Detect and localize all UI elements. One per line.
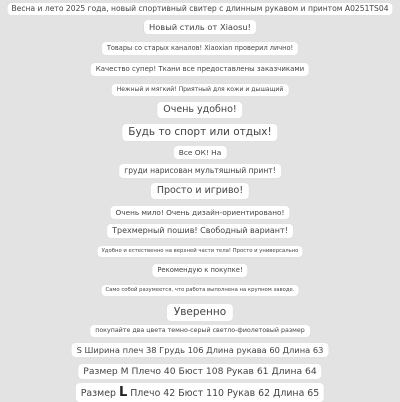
text-line: Качество супер! Ткани все предоставлены заказчиками xyxy=(91,63,309,76)
text-line: Трехмерный пошив! Свободный вариант! xyxy=(107,224,293,238)
size-m-line: Размер M Плечо 40 Бюст 108 Рукав 61 Длина 64 xyxy=(78,364,321,379)
text-line: груди нарисован мультяшный принт! xyxy=(119,164,281,178)
size-l-details: Плечо 42 Бюст 110 Рукав 62 Длина 65 xyxy=(130,388,320,399)
text-line: Очень удобно! xyxy=(157,102,242,118)
text-line: Очень мило! Очень дизайн-ориентировано! xyxy=(111,206,290,219)
size-l-prefix: Размер xyxy=(80,388,116,399)
text-line: Удобно и естественно на верхней части тела! Просто и универсально xyxy=(98,246,303,257)
size-l-line xyxy=(76,383,324,402)
text-line: Просто и игриво! xyxy=(151,183,249,199)
text-line: Будь то спорт или отдых! xyxy=(122,124,277,141)
size-l-letter: L xyxy=(118,385,128,400)
text-line: Все ОК! На xyxy=(174,146,227,159)
text-line: Само собой разумеется, что работа выполнена на крупном заводе. xyxy=(101,285,298,296)
text-line: покупайте два цвета темно-серый светло-фиолетовый размер xyxy=(90,325,310,337)
size-s-line: S Ширина плеч 38 Грудь 106 Длина рукава 60 Длина 63 xyxy=(72,343,329,357)
text-line: Нежный и мягкий! Приятный для кожи и дышащий xyxy=(112,84,289,96)
text-line: Рекомендую к покупке! xyxy=(152,264,247,277)
text-line: Уверенно xyxy=(167,304,233,321)
text-line: Новый стиль от Xiaosu! xyxy=(144,20,256,34)
text-line: Товары со старых каналов! Xiaoxian проверил лично! xyxy=(102,42,298,55)
title-line: Весна и лето 2025 года, новый спортивный свитер с длинным рукавом и принтом A0251TS04 xyxy=(7,3,392,15)
